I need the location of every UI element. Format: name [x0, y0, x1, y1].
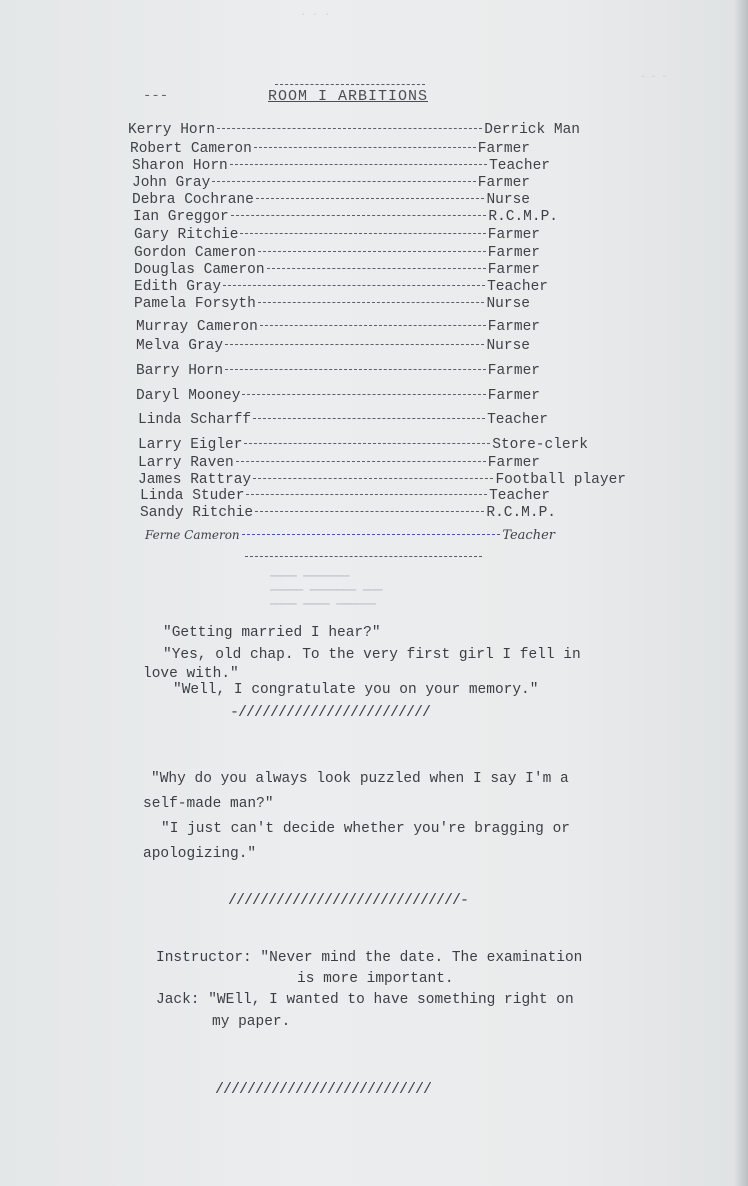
leader-line: [246, 494, 487, 495]
occupation-row: [133, 209, 558, 226]
occupation-row: [134, 279, 548, 296]
occupation-name: Nurse: [486, 192, 530, 208]
joke2-line2: self-made man?": [143, 796, 274, 812]
leader-line: [223, 285, 485, 286]
occupation-name: Farmer: [487, 227, 540, 243]
occupation-row: [136, 363, 540, 380]
separator-slashes: -////////////////////////: [230, 704, 431, 721]
occupation-row: [140, 488, 550, 505]
occupation-name: Nurse: [486, 296, 530, 312]
leader-line: [242, 534, 501, 535]
person-name: John Gray: [132, 175, 211, 191]
person-name: Ian Greggor: [133, 209, 229, 225]
occupation-name: Nurse: [486, 338, 530, 354]
separator-slashes: /////////////////////////////-: [228, 892, 469, 909]
occupation-name: Farmer: [487, 262, 540, 278]
joke1-line1: "Getting married I hear?": [163, 625, 381, 641]
occupation-name: Teacher: [487, 412, 548, 428]
occupation-name: R.C.M.P.: [488, 209, 558, 225]
person-name: Sharon Horn: [132, 158, 228, 174]
bleed-through-text: ▁▁▁▁ ▁▁▁▁▁▁▁ ▁▁▁▁▁ ▁▁▁▁▁▁▁ ▁▁▁ ▁▁▁▁ ▁▁▁▁ ▁▁▁▁▁▁: [270, 566, 383, 606]
leader-line: [212, 181, 475, 182]
person-name: Barry Horn: [136, 363, 224, 379]
person-name: Daryl Mooney: [136, 388, 241, 404]
person-name: Gary Ritchie: [134, 227, 239, 243]
occupation-row: [136, 319, 540, 336]
person-name: Douglas Cameron: [134, 262, 265, 278]
occupation-row: [136, 338, 530, 355]
person-name: Larry Raven: [138, 455, 234, 471]
occupation-row: [138, 437, 588, 454]
handwritten-job: Teacher: [502, 528, 555, 543]
leader-line: [256, 198, 485, 199]
occupation-name: Derrick Man: [484, 122, 580, 138]
occupation-name: Teacher: [489, 488, 550, 504]
occupation-name: Teacher: [487, 279, 548, 295]
person-name: Edith Gray: [134, 279, 222, 295]
person-name: Pamela Forsyth: [134, 296, 256, 312]
occupation-row: [134, 245, 540, 262]
occupation-row: [132, 192, 530, 209]
occupation-row: [132, 158, 550, 175]
occupation-name: Football player: [495, 472, 626, 488]
occupation-name: Store-clerk: [492, 437, 588, 453]
leader-line: [225, 344, 484, 345]
occupation-row: [134, 227, 540, 244]
leader-line: [242, 394, 485, 395]
joke2-line4: apologizing.": [143, 846, 257, 862]
leader-line: [254, 147, 476, 148]
leader-line: [253, 478, 493, 479]
margin-mark: - - -: [640, 72, 668, 82]
occupation-row: [134, 262, 540, 279]
occupation-row: [132, 175, 530, 192]
occupation-name: Farmer: [487, 245, 540, 261]
occupation-row: [140, 505, 556, 522]
page-title: ROOM I ARBITIONS: [268, 88, 429, 105]
person-name: Linda Scharff: [138, 412, 252, 428]
person-name: Linda Studer: [140, 488, 245, 504]
section-divider: [245, 556, 482, 557]
person-name: Larry Eigler: [138, 437, 243, 453]
joke1-line2: "Yes, old chap. To the very first girl I fell in: [163, 647, 581, 663]
person-name: Gordon Cameron: [134, 245, 256, 261]
leader-line: [225, 369, 486, 370]
person-name: Murray Cameron: [136, 319, 258, 335]
leader-line: [217, 128, 482, 129]
handwritten-name: Ferne Cameron: [145, 528, 240, 542]
joke2-line3: "I just can't decide whether you're bragging or: [161, 821, 570, 837]
occupation-row: [130, 141, 530, 158]
leader-line: [244, 443, 490, 444]
joke3-line1: Instructor: "Never mind the date. The examination: [156, 950, 583, 966]
leader-line: [240, 233, 485, 234]
joke3-line4: my paper.: [212, 1014, 291, 1030]
person-name: Robert Cameron: [130, 141, 252, 157]
leader-line: [260, 325, 486, 326]
leader-line: [255, 511, 484, 512]
leader-line: [258, 251, 486, 252]
occupation-name: Farmer: [477, 175, 530, 191]
leader-line: [231, 215, 487, 216]
title-overline: [275, 84, 425, 85]
joke3-line2: is more important.: [297, 971, 454, 987]
occupation-row: [138, 472, 626, 489]
occupation-row: [128, 122, 580, 139]
leader-line: [258, 302, 485, 303]
joke1-line3: love with.": [143, 666, 239, 682]
leader-line: [236, 461, 486, 462]
bleed-through-text: · · ·: [300, 10, 331, 21]
title-dash: ---: [143, 88, 169, 104]
occupation-name: Farmer: [487, 455, 540, 471]
occupation-row: [136, 388, 540, 405]
person-name: Melva Gray: [136, 338, 224, 354]
occupation-name: R.C.M.P.: [486, 505, 556, 521]
occupation-name: Farmer: [477, 141, 530, 157]
occupation-name: Farmer: [487, 363, 540, 379]
joke3-line3: Jack: "WEll, I wanted to have something right on: [156, 992, 574, 1008]
joke1-line4: "Well, I congratulate you on your memory.": [173, 682, 539, 698]
handwritten-entry: [145, 527, 555, 544]
occupation-name: Farmer: [487, 388, 540, 404]
leader-line: [267, 268, 486, 269]
person-name: Kerry Horn: [128, 122, 216, 138]
occupation-name: Teacher: [489, 158, 550, 174]
occupation-row: [134, 296, 530, 313]
occupation-name: Farmer: [487, 319, 540, 335]
person-name: Debra Cochrane: [132, 192, 254, 208]
separator-slashes: ///////////////////////////: [215, 1081, 432, 1098]
joke2-line1: "Why do you always look puzzled when I say I'm a: [151, 771, 569, 787]
leader-line: [253, 418, 485, 419]
occupation-row: [138, 412, 548, 429]
person-name: James Rattray: [138, 472, 252, 488]
page-edge-shadow: [734, 0, 748, 1186]
occupation-row: [138, 455, 540, 472]
person-name: Sandy Ritchie: [140, 505, 254, 521]
leader-line: [230, 164, 487, 165]
